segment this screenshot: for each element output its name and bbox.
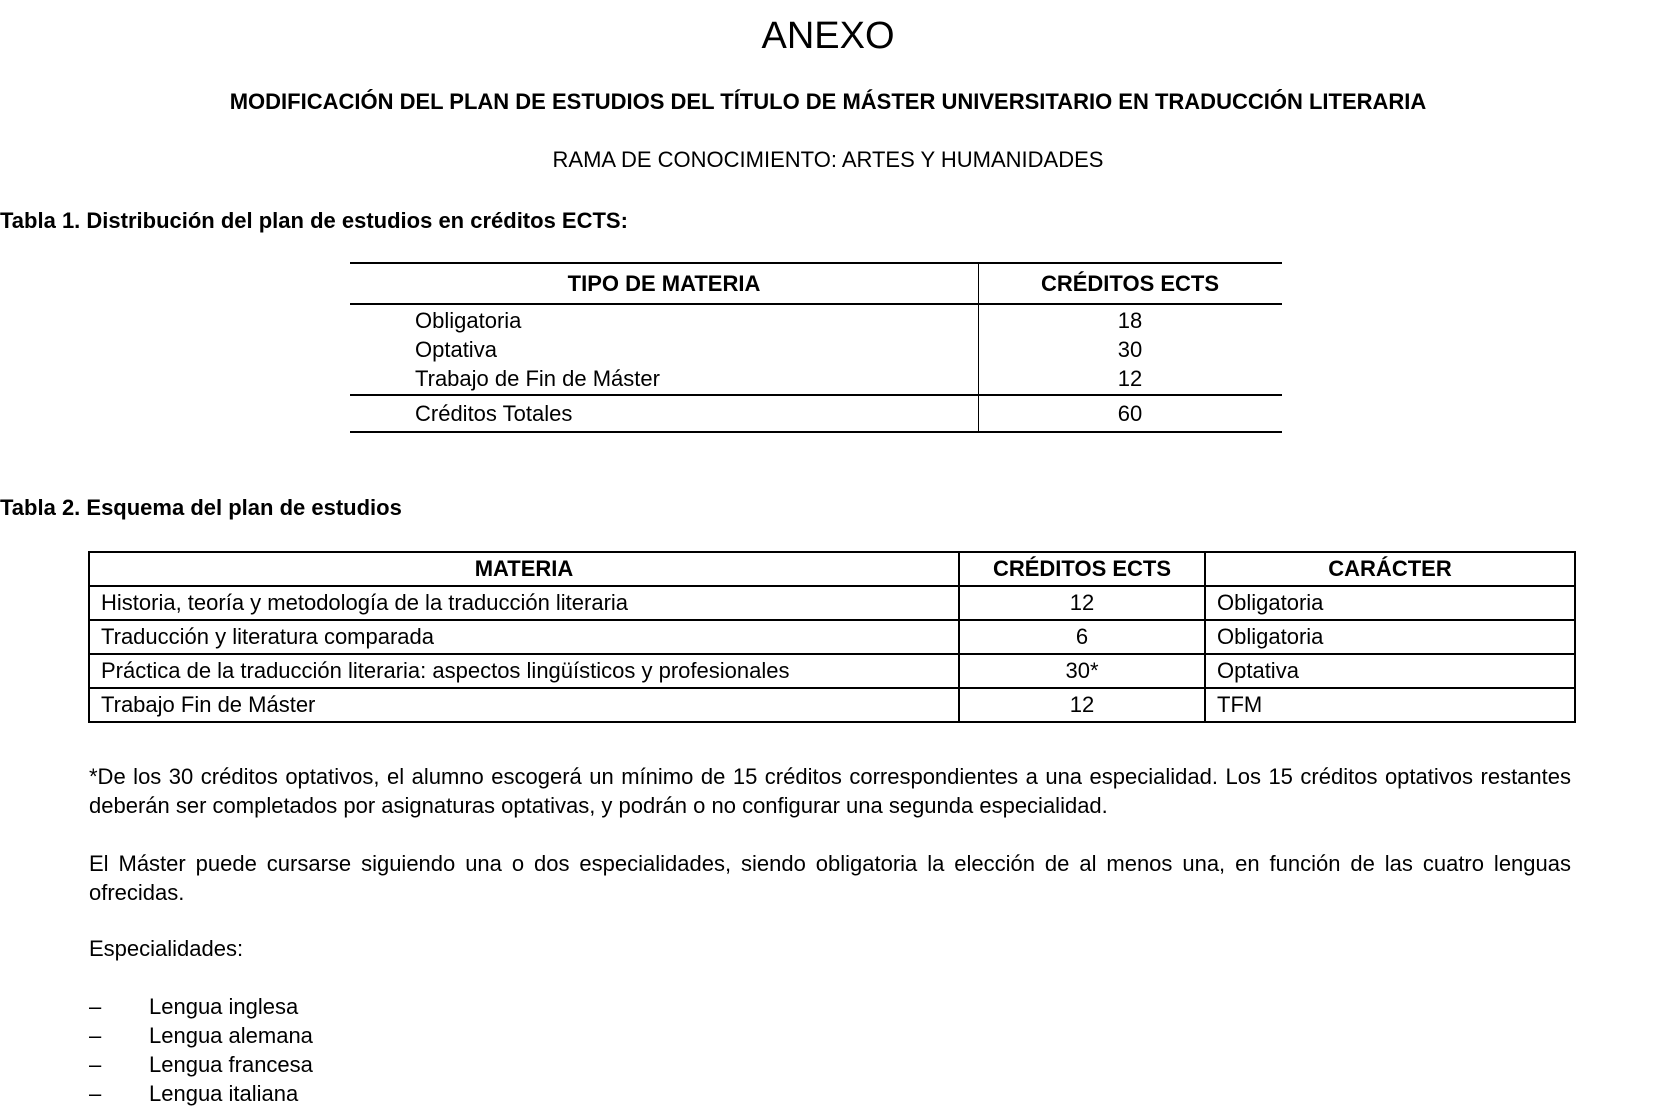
list-item: [89, 1021, 313, 1050]
dash-bullet: –: [89, 1052, 102, 1077]
specialties-list: [89, 992, 313, 1108]
specialties-paragraph: El Máster puede cursarse siguiendo una o dos especialidades, siendo obligatoria la elección de al menos una, en función de las cuatro lenguas ofrecidas.: [89, 851, 1571, 905]
row-credits-obligatoria: 18: [1117, 308, 1143, 333]
header-caracter: CARÁCTER: [1205, 552, 1575, 586]
total-credits: 60: [1117, 401, 1143, 426]
knowledge-branch: RAMA DE CONOCIMIENTO: ARTES Y HUMANIDADES: [552, 147, 1104, 172]
study-plan-table: [88, 551, 1576, 723]
header-creditos-ects: CRÉDITOS ECTS: [1040, 271, 1220, 296]
table-row: [89, 586, 1575, 620]
table-row: [89, 654, 1575, 688]
footnote: *De los 30 créditos optativos, el alumno escogerá un mínimo de 15 créditos correspondientes a una especialidad. Los 15 créditos optativos restantes deberán ser completados por asignaturas optativas, y podrán o no configurar una segunda especialidad.: [89, 764, 1571, 818]
header-materia: MATERIA: [89, 552, 959, 586]
specialty-name: Lengua francesa: [149, 1052, 313, 1077]
credits-cell: 30*: [959, 654, 1205, 688]
caracter-cell: Obligatoria: [1205, 620, 1575, 654]
dash-bullet: –: [89, 1023, 102, 1048]
table-row: [89, 620, 1575, 654]
table-header-row: [89, 552, 1575, 586]
row-type-obligatoria: Obligatoria: [415, 308, 522, 333]
specialties-label: Especialidades:: [89, 936, 244, 961]
specialty-name: Lengua italiana: [149, 1081, 299, 1106]
list-item: [89, 992, 313, 1021]
table-rule: [350, 262, 1282, 264]
table-rule: [350, 431, 1282, 433]
table-rule: [350, 394, 1282, 396]
caracter-cell: Optativa: [1205, 654, 1575, 688]
specialty-name: Lengua inglesa: [149, 994, 299, 1019]
credits-cell: 6: [959, 620, 1205, 654]
table1-caption: Tabla 1. Distribución del plan de estudios en créditos ECTS:: [0, 208, 628, 233]
document-subtitle: MODIFICACIÓN DEL PLAN DE ESTUDIOS DEL TÍTULO DE MÁSTER UNIVERSITARIO EN TRADUCCIÓN LITERARIA: [229, 89, 1427, 114]
dash-bullet: –: [89, 994, 102, 1019]
list-item: [89, 1050, 313, 1079]
table-row: [89, 688, 1575, 722]
document-title: ANEXO: [761, 15, 895, 57]
specialty-name: Lengua alemana: [149, 1023, 313, 1048]
credits-distribution-table: [350, 262, 1282, 433]
row-credits-optativa: 30: [1117, 337, 1143, 362]
table2-caption: Tabla 2. Esquema del plan de estudios: [0, 495, 402, 520]
caracter-cell: TFM: [1205, 688, 1575, 722]
list-item: [89, 1079, 313, 1108]
caracter-cell: Obligatoria: [1205, 586, 1575, 620]
header-creditos-ects: CRÉDITOS ECTS: [959, 552, 1205, 586]
header-tipo-materia: TIPO DE MATERIA: [567, 271, 761, 296]
credits-cell: 12: [959, 688, 1205, 722]
row-type-tfm: Trabajo de Fin de Máster: [415, 366, 660, 391]
credits-cell: 12: [959, 586, 1205, 620]
dash-bullet: –: [89, 1081, 102, 1106]
table-rule: [350, 303, 1282, 305]
total-label: Créditos Totales: [415, 401, 573, 426]
materia-cell: Trabajo Fin de Máster: [89, 688, 959, 722]
materia-cell: Práctica de la traducción literaria: aspectos lingüísticos y profesionales: [89, 654, 959, 688]
materia-cell: Traducción y literatura comparada: [89, 620, 959, 654]
row-type-optativa: Optativa: [415, 337, 497, 362]
row-credits-tfm: 12: [1117, 366, 1143, 391]
materia-cell: Historia, teoría y metodología de la traducción literaria: [89, 586, 959, 620]
